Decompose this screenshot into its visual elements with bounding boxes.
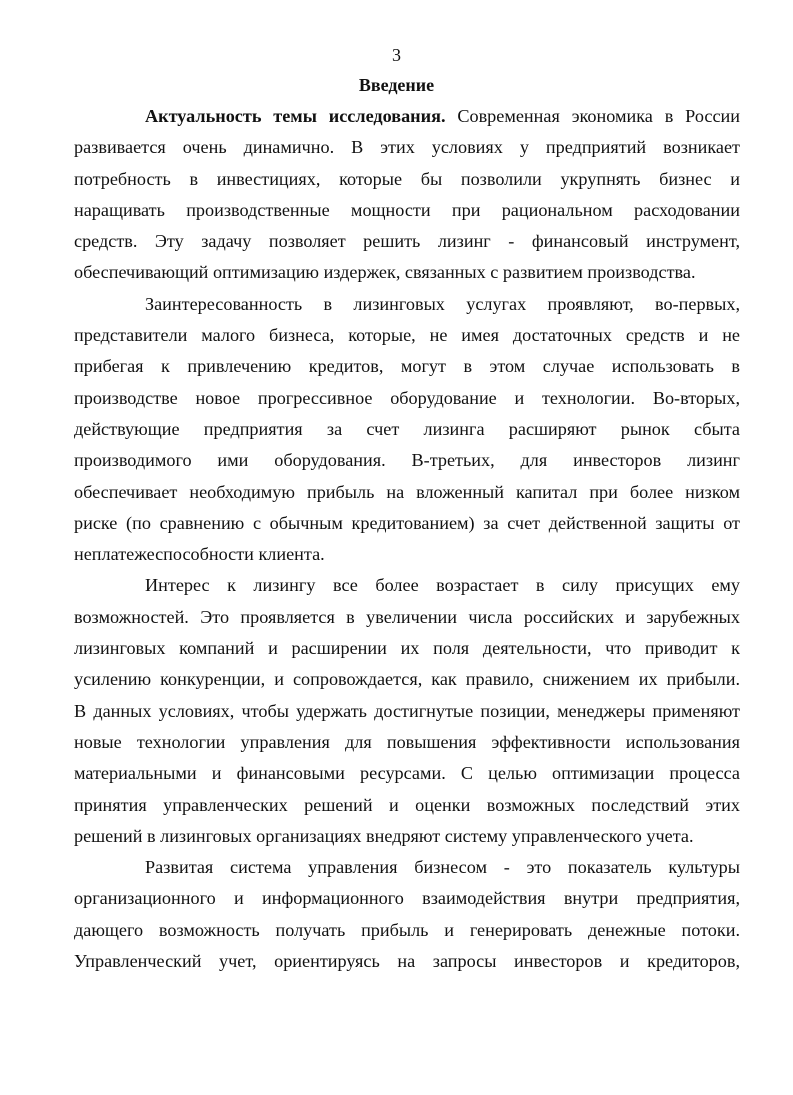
text-line: организационного и информационного взаимодействия внутри предприятия, (74, 888, 740, 909)
text-line: усилению конкуренции, и сопровождается, как правило, снижением их прибыли. (74, 669, 740, 690)
text-line: решений в лизинговых организациях внедряют систему управленческого учета. (74, 825, 694, 846)
text-line: материальными и финансовыми ресурсами. С целью оптимизации процесса (74, 763, 740, 784)
text-line: Развитая система управления бизнесом - это показатель культуры (145, 857, 740, 878)
text-line: дающего возможность получать прибыль и генерировать денежные потоки. (74, 919, 740, 940)
paragraph-lead: Актуальность темы исследования. (145, 106, 446, 126)
text-line: Заинтересованность в лизинговых услугах проявляют, во-первых, (145, 293, 740, 314)
text-line: наращивать производственные мощности при рациональном расходовании (74, 199, 740, 220)
text-line: представители малого бизнеса, которые, не имея достаточных средств и не (74, 325, 740, 346)
text-fragment: Современная экономика в России (445, 106, 740, 126)
text-line: принятия управленческих решений и оценки возможных последствий этих (74, 794, 740, 815)
text-line: прибегая к привлечению кредитов, могут в этом случае использовать в (74, 356, 740, 377)
text-line (74, 101, 740, 132)
text-line: неплатежеспособности клиента. (74, 544, 325, 565)
text-line: производстве новое прогрессивное оборудование и технологии. Во-вторых, (74, 387, 740, 408)
body-text (74, 101, 740, 977)
text-line: обеспечивает необходимую прибыль на вложенный капитал при более низком (74, 481, 740, 502)
text-line: новые технологии управления для повышения эффективности использования (74, 731, 740, 752)
text-line: производимого ими оборудования. В-третьих, для инвесторов лизинг (74, 450, 740, 471)
text-line: обеспечивающий оптимизацию издержек, связанных с развитием производства. (74, 262, 696, 283)
text-line: лизинговых компаний и расширении их поля деятельности, что приводит к (74, 638, 740, 659)
text-line: Управленческий учет, ориентируясь на запросы инвесторов и кредиторов, (74, 951, 740, 972)
text-line: потребность в инвестициях, которые бы позволили укрупнять бизнес и (74, 168, 740, 189)
page-number: 3 (392, 45, 401, 65)
text-line: действующие предприятия за счет лизинга расширяют рынок сбыта (74, 418, 740, 439)
text-line: развивается очень динамично. В этих условиях у предприятий возникает (74, 137, 740, 158)
section-heading: Введение (358, 75, 435, 95)
text-line: средств. Эту задачу позволяет решить лизинг - финансовый инструмент, (74, 231, 740, 252)
text-line: риске (по сравнению с обычным кредитованием) за счет действенной защиты от (74, 512, 740, 533)
text-line: возможностей. Это проявляется в увеличении числа российских и зарубежных (74, 606, 740, 627)
text-line: Интерес к лизингу все более возрастает в силу присущих ему (145, 575, 740, 596)
text-line: В данных условиях, чтобы удержать достигнутые позиции, менеджеры применяют (74, 700, 740, 721)
